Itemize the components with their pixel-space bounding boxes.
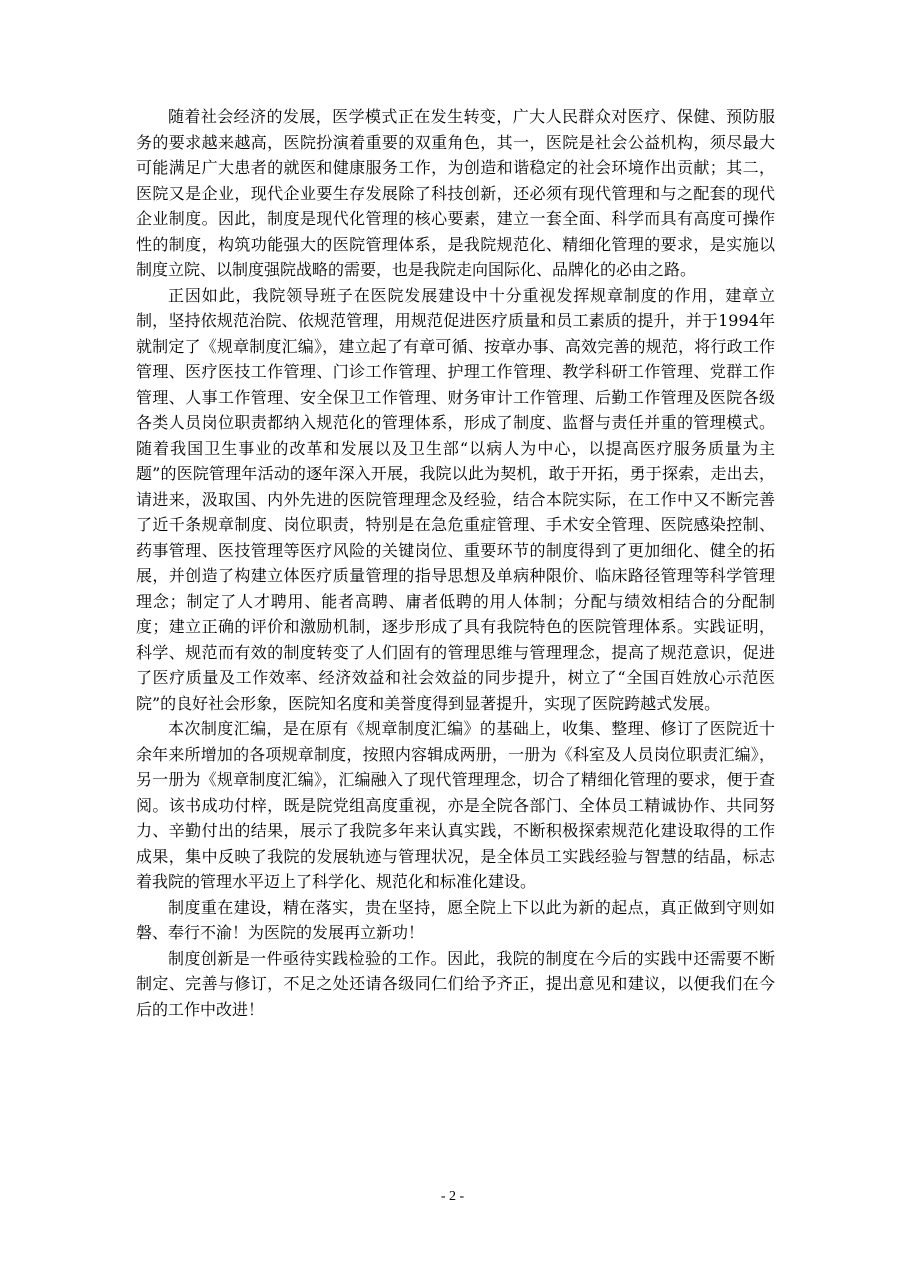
paragraph-5: 制度创新是一件亟待实践检验的工作。因此，我院的制度在今后的实践中还需要不断制定、完善与修订，不足之处还请各级同仁们给予齐正，提出意见和建议，以便我们在今后的工作中改进！ bbox=[136, 948, 775, 1019]
document-body bbox=[136, 104, 775, 1022]
paragraph-2: 正因如此，我院领导班子在医院发展建设中十分重视发挥规章制度的作用，建章立制，坚持依规范治院、依规范管理，用规范促进医疗质量和员工素质的提升，并于1994年就制定了《规章制度汇编》，建立起了有章可循、按章办事、高效完善的规范，将行政工作管理、医疗医技工作管理、门诊工作管理、护理工作管理、教学科研工作管理、党群工作管理、人事工作管理、安全保卫工作管理、财务审计工作管理、后勤工作管理及医院各级各类人员岗位职责都纳入规范化的管理体系，形成了制度、监督与责任并重的管理模式。随着我国卫生事业的改革和发展以及卫生部“以病人为中心，以提高医疗服务质量为主题”的医院管理年活动的逐年深入开展，我院以此为契机，敢于开拓，勇于探索，走出去，请进来，汲取国、内外先进的医院管理理念及经验，结合本院实际，在工作中又不断完善了近千条规章制度、岗位职责，特别是在急危重症管理、手术安全管理、医院感染控制、药事管理、医技管理等医疗风险的关键岗位、重要环节的制度得到了更加细化、健全的拓展，并创造了构建立体医疗质量管理的指导思想及单病种限价、临床路径管理等科学管理理念；制定了人才聘用、能者高聘、庸者低聘的用人体制；分配与绩效相结合的分配制度；建立正确的评价和激励机制，逐步形成了具有我院特色的医院管理体系。实践证明，科学、规范而有效的制度转变了人们固有的管理思维与管理理念，提高了规范意识，促进了医疗质量及工作效率、经济效益和社会效益的同步提升，树立了“全国百姓放心示范医院”的良好社会形象，医院知名度和美誉度得到显著提升，实现了医院跨越式发展。 bbox=[136, 285, 775, 713]
paragraph-3: 本次制度汇编，是在原有《规章制度汇编》的基础上，收集、整理、修订了医院近十余年来所增加的各项规章制度，按照内容辑成两册，一册为《科室及人员岗位职责汇编》，另一册为《规章制度汇编》，汇编融入了现代管理理念，切合了精细化管理的要求，便于查阅。该书成功付梓，既是院党组高度重视，亦是全院各部门、全体员工精诚协作、共同努力、辛勤付出的结果，展示了我院多年来认真实践，不断积极探索规范化建设取得的工作成果，集中反映了我院的发展轨迹与管理状况，是全体员工实践经验与智慧的结晶，标志着我院的管理水平迈上了科学化、规范化和标准化建设。 bbox=[136, 719, 775, 891]
paragraph-4: 制度重在建设，精在落实，贵在坚持，愿全院上下以此为新的起点，真正做到守则如磐、奉行不渝！为医院的发展再立新功！ bbox=[136, 897, 775, 942]
paragraph-1: 随着社会经济的发展，医学模式正在发生转变，广大人民群众对医疗、保健、预防服务的要求越来越高，医院扮演着重要的双重角色，其一，医院是社会公益机构，须尽最大可能满足广大患者的就医和健康服务工作，为创造和谐稳定的社会环境作出贡献；其二，医院又是企业，现代企业要生存发展除了科技创新，还必须有现代管理和与之配套的现代企业制度。因此，制度是现代化管理的核心要素，建立一套全面、科学而具有高度可操作性的制度，构筑功能强大的医院管理体系，是我院规范化、精细化管理的要求，是实施以制度立院、以制度强院战略的需要，也是我院走向国际化、品牌化的必由之路。 bbox=[136, 107, 775, 279]
page-number: - 2 - bbox=[440, 1189, 465, 1204]
